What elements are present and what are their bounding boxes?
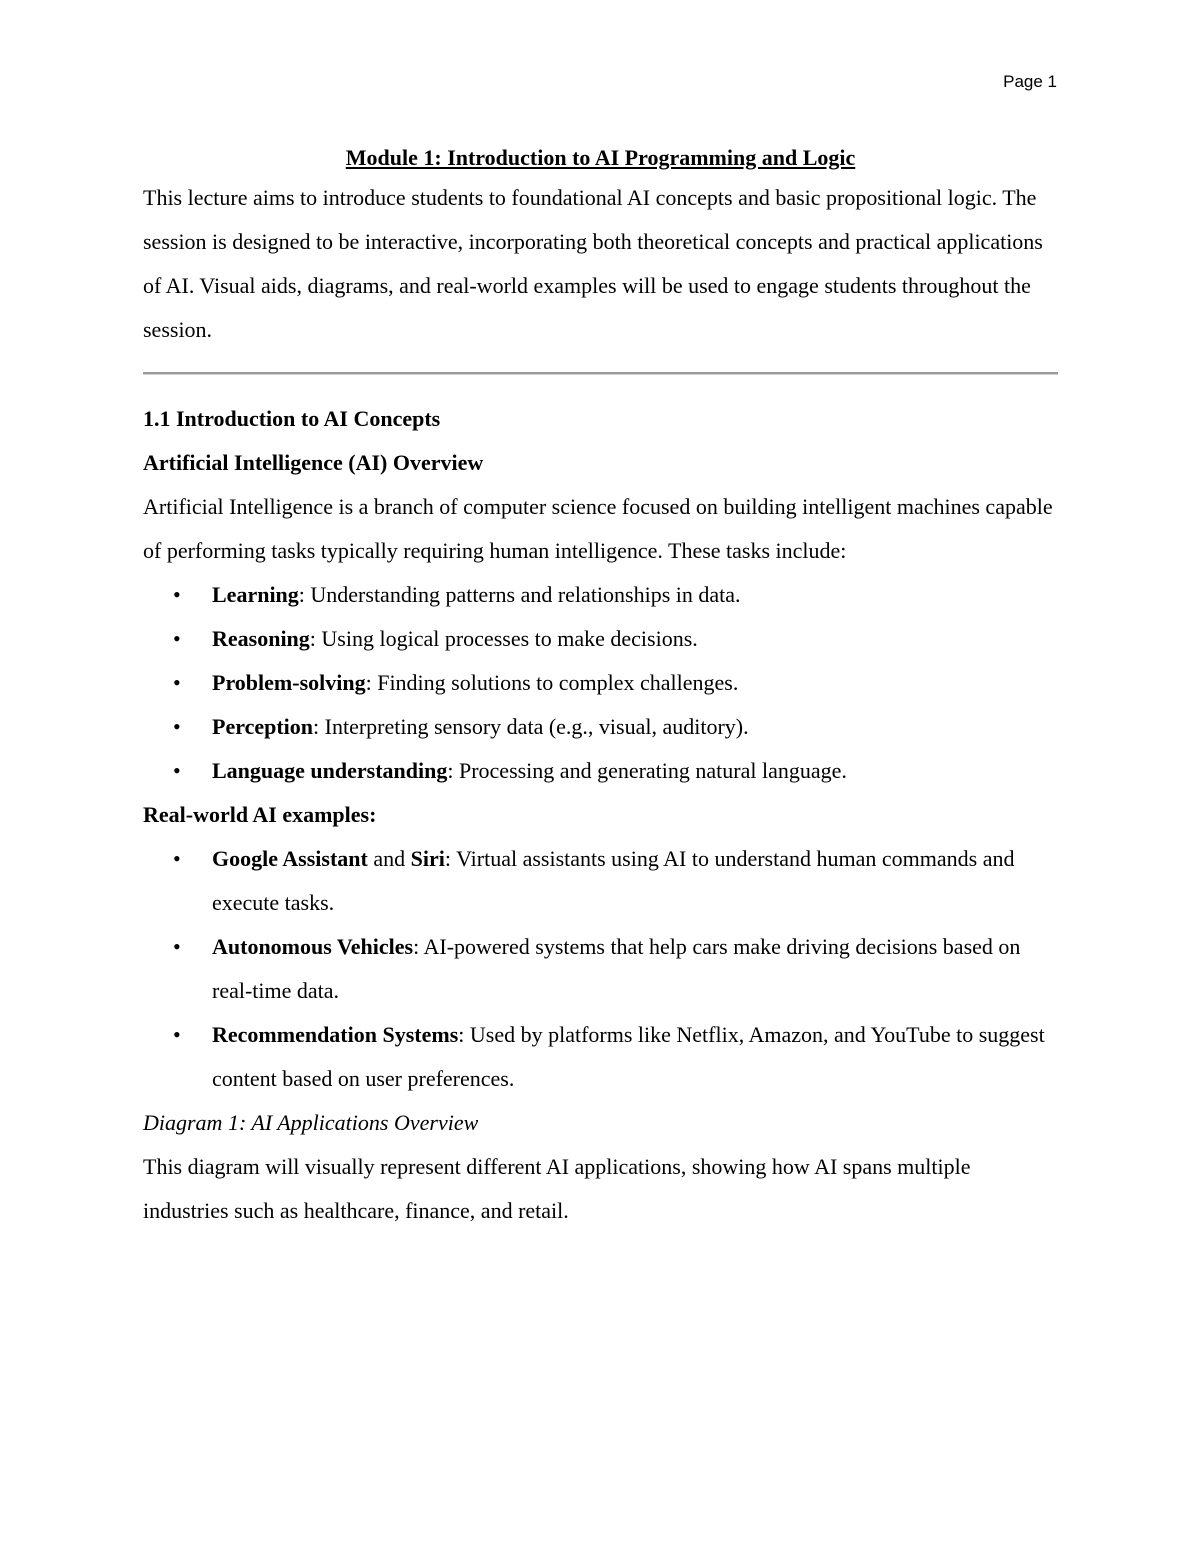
horizontal-rule: [143, 372, 1058, 375]
examples-list: [143, 837, 1058, 1101]
diagram-description: This diagram will visually represent different AI applications, showing how AI spans multiple industries such as healthcare, finance, and retail.: [143, 1154, 971, 1223]
section-heading: 1.1 Introduction to AI Concepts: [143, 406, 441, 431]
tasks-list: [143, 573, 1058, 793]
section-subheading: Artificial Intelligence (AI) Overview: [143, 450, 484, 475]
intro-paragraph: This lecture aims to introduce students to foundational AI concepts and basic propositional logic. The session is designed to be interactive, incorporating both theoretical concepts and practical applications of AI. Visual aids, diagrams, and real-world examples will be used to engage students throughout the session.: [143, 185, 1043, 342]
list-item: [143, 573, 1058, 617]
list-item-term: Perception: [212, 714, 314, 739]
list-item: [143, 1013, 1058, 1101]
bullet-icon: •: [173, 714, 181, 739]
list-item: [143, 837, 1058, 925]
list-item-term: Siri: [410, 846, 445, 871]
list-item-desc: : Virtual assistants using AI to understand human commands and execute tasks.: [212, 846, 1015, 915]
list-item-desc: : Understanding patterns and relationships in data.: [298, 582, 741, 607]
list-item-desc: : Processing and generating natural language.: [447, 758, 847, 783]
page-number: Page 1: [1003, 72, 1057, 91]
list-item-term: Language understanding: [212, 758, 448, 783]
list-item-term: Learning: [212, 582, 299, 607]
bullet-icon: •: [173, 626, 181, 651]
bullet-icon: •: [173, 934, 181, 959]
list-item-desc: : Interpreting sensory data (e.g., visual, auditory).: [313, 714, 749, 739]
list-item: [143, 705, 1058, 749]
list-item: [143, 925, 1058, 1013]
bullet-icon: •: [173, 670, 181, 695]
list-item-desc: : Using logical processes to make decisions.: [309, 626, 698, 651]
list-item-connector: and: [367, 846, 411, 871]
section-paragraph: Artificial Intelligence is a branch of computer science focused on building intelligent machines capable of performing tasks typically requiring human intelligence. These tasks include:: [143, 494, 1053, 563]
document-title: Module 1: Introduction to AI Programming and Logic: [345, 145, 856, 170]
list-item-desc: : Used by platforms like Netflix, Amazon, and YouTube to suggest content based on user preferences.: [212, 1022, 1045, 1091]
list-item: [143, 749, 1058, 793]
list-item-term: Recommendation Systems: [212, 1022, 459, 1047]
list-item: [143, 661, 1058, 705]
list-item-desc: : AI-powered systems that help cars make driving decisions based on real-time data.: [212, 934, 1021, 1003]
list-item-desc: : Finding solutions to complex challenges.: [365, 670, 739, 695]
bullet-icon: •: [173, 1022, 181, 1047]
list-item-term: Google Assistant: [212, 846, 368, 871]
bullet-icon: •: [173, 582, 181, 607]
bullet-icon: •: [173, 758, 181, 783]
list-item-term: Problem-solving: [212, 670, 366, 695]
list-item-term: Autonomous Vehicles: [212, 934, 414, 959]
list-item: [143, 617, 1058, 661]
bullet-icon: •: [173, 846, 181, 871]
diagram-caption: Diagram 1: AI Applications Overview: [143, 1110, 479, 1135]
list-item-term: Reasoning: [212, 626, 310, 651]
document-body: [143, 140, 1058, 1233]
examples-heading: Real-world AI examples:: [143, 802, 377, 827]
